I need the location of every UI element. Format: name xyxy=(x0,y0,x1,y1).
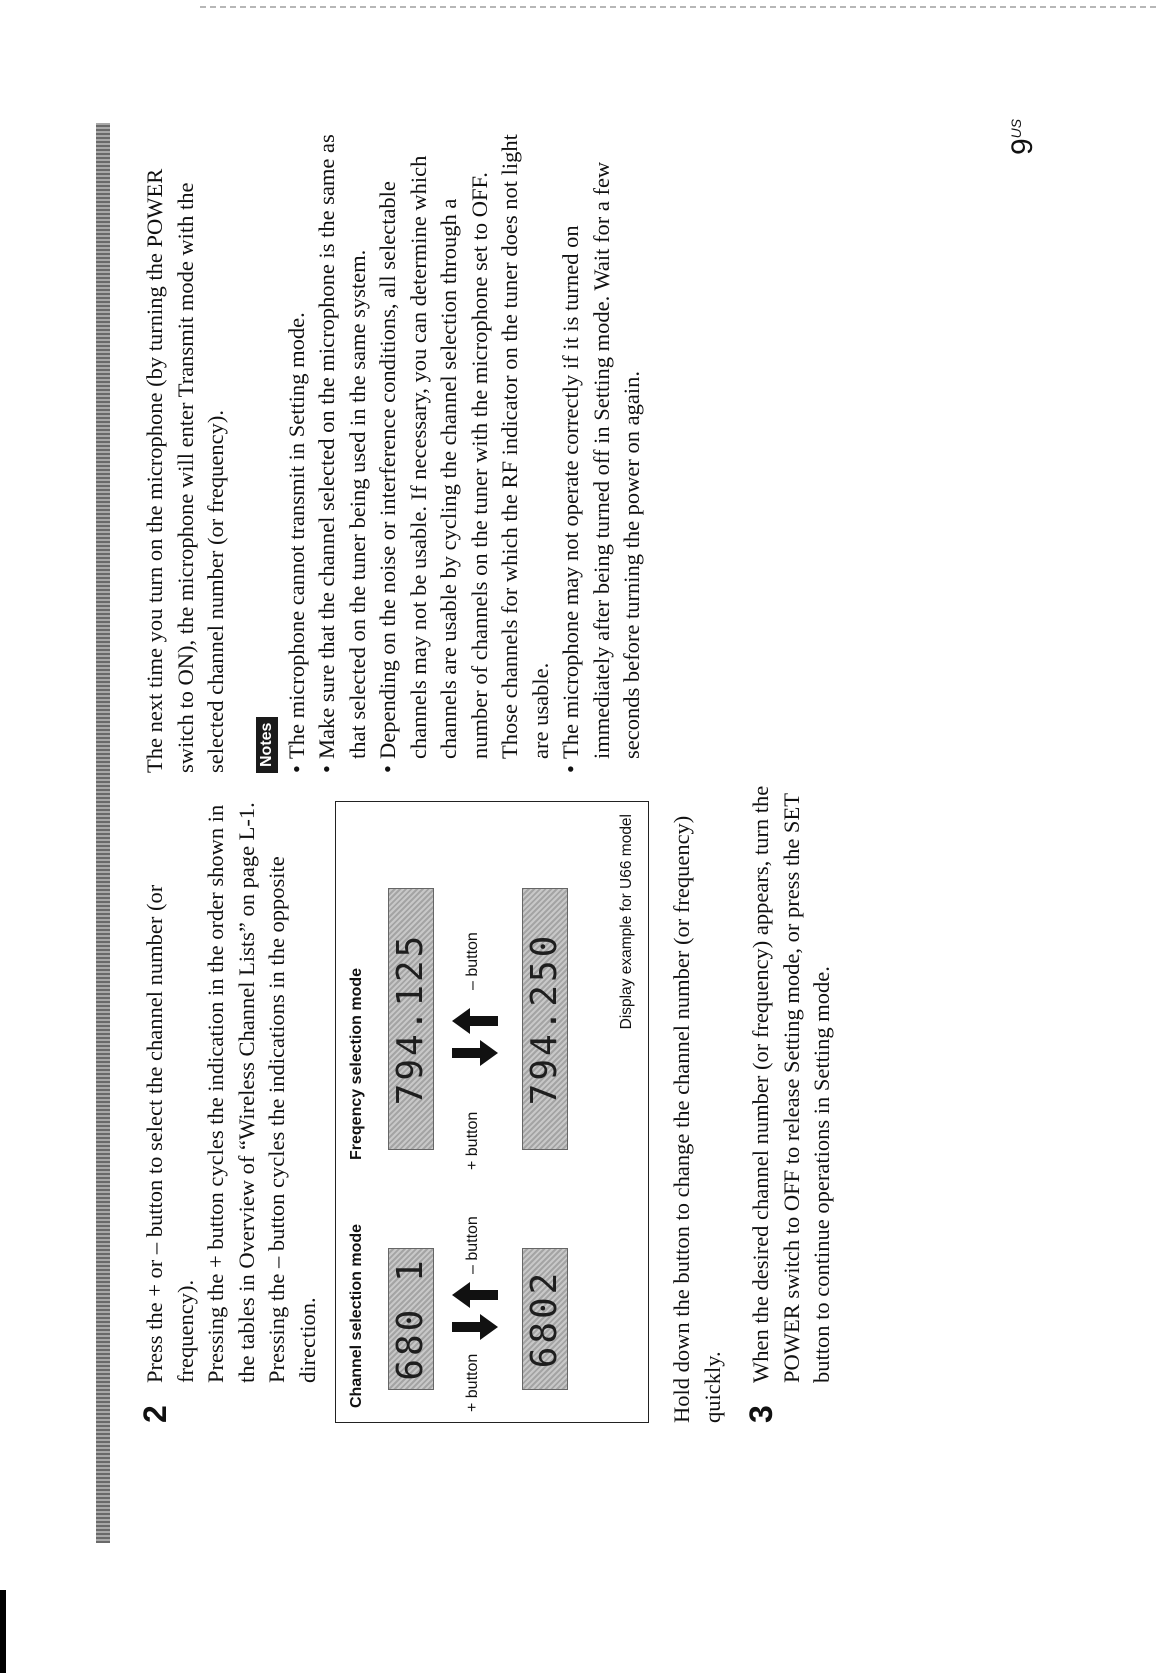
bullet-icon: • xyxy=(283,765,309,773)
channel-mode-heading: Channel selection mode xyxy=(348,1223,365,1408)
plus-button-label-channel: + button xyxy=(464,1353,481,1412)
page-number xyxy=(1006,119,1040,155)
step-2 xyxy=(137,783,323,1423)
step-2-text: Press the + or – button to select the channel number (or frequency). xyxy=(142,884,198,1383)
note-text: Make sure that the channel selected on the microphone is the same as that selected on the tuner being used in the same system. xyxy=(314,134,370,759)
step-2-number: 2 xyxy=(137,1405,173,1423)
step-3 xyxy=(743,783,838,1423)
note-item xyxy=(556,133,648,773)
hold-down-text: Hold down the button to change the channel number (or frequency) quickly. xyxy=(669,815,725,1423)
page-number-value: 9 xyxy=(1006,138,1039,155)
note-text: Depending on the noise or interference conditions, all selectable channels may not be usable. If necessary, you can determine which channels are usable by cycling the channel selection through a number of channels on the tuner with the microphone set to OFF. Those channels for which the RF indicator on the tuner does not light are usable. xyxy=(375,134,553,759)
bullet-icon: • xyxy=(314,765,339,773)
notes-badge: Notes xyxy=(256,717,278,773)
lcd-frequency-2: 794.250 xyxy=(522,888,568,1150)
step-3-text: When the desired channel number (or frequency) appears, turn the POWER switch to OFF to release Setting mode, or press the SET button to continue operations in Setting mode. xyxy=(748,785,834,1383)
arrow-up-icon xyxy=(452,1280,498,1310)
minus-button-label-frequency: – button xyxy=(464,932,481,990)
arrow-down-icon xyxy=(452,1312,498,1342)
step-2-detail: Pressing the + button cycles the indication in the order shown in the tables in Overview of “Wireless Channel Lists” on page L-1. Pressing the – button cycles the indications in the opposite direction. xyxy=(203,802,320,1383)
bullet-icon: • xyxy=(375,765,400,773)
header-rule xyxy=(96,123,110,1543)
note-item xyxy=(282,133,313,773)
arrow-down-icon xyxy=(452,1038,498,1068)
lcd-channel-1: 680 1 xyxy=(388,1248,434,1390)
left-column xyxy=(137,783,838,1423)
frequency-mode-heading: Freqency selection mode xyxy=(348,967,365,1160)
next-time-text: The next time you turn on the microphone (by turning the POWER switch to ON), the microphone will enter Transmit mode with the selected channel number (or frequency). xyxy=(142,168,228,773)
note-text: The microphone may not operate correctly if it is turned on immediately after being turned off in Setting mode. Wait for a few seconds before turning the power on again. xyxy=(558,161,644,759)
note-item xyxy=(373,133,556,773)
arrow-up-icon xyxy=(452,1006,498,1036)
display-example-box xyxy=(335,801,649,1423)
lcd-frequency-1: 794.125 xyxy=(388,888,434,1150)
right-column xyxy=(140,133,648,773)
bullet-icon: • xyxy=(558,765,583,773)
note-text: The microphone cannot transmit in Setting mode. xyxy=(283,312,309,759)
page-region-suffix: US xyxy=(1008,118,1024,139)
note-item xyxy=(312,133,373,773)
step-3-number: 3 xyxy=(743,1405,779,1423)
plus-button-label-frequency: + button xyxy=(464,1111,481,1170)
lcd-channel-2: 6802 xyxy=(522,1248,568,1390)
display-example-caption: Display example for U66 model xyxy=(618,814,635,1030)
minus-button-label-channel: – button xyxy=(464,1216,481,1274)
